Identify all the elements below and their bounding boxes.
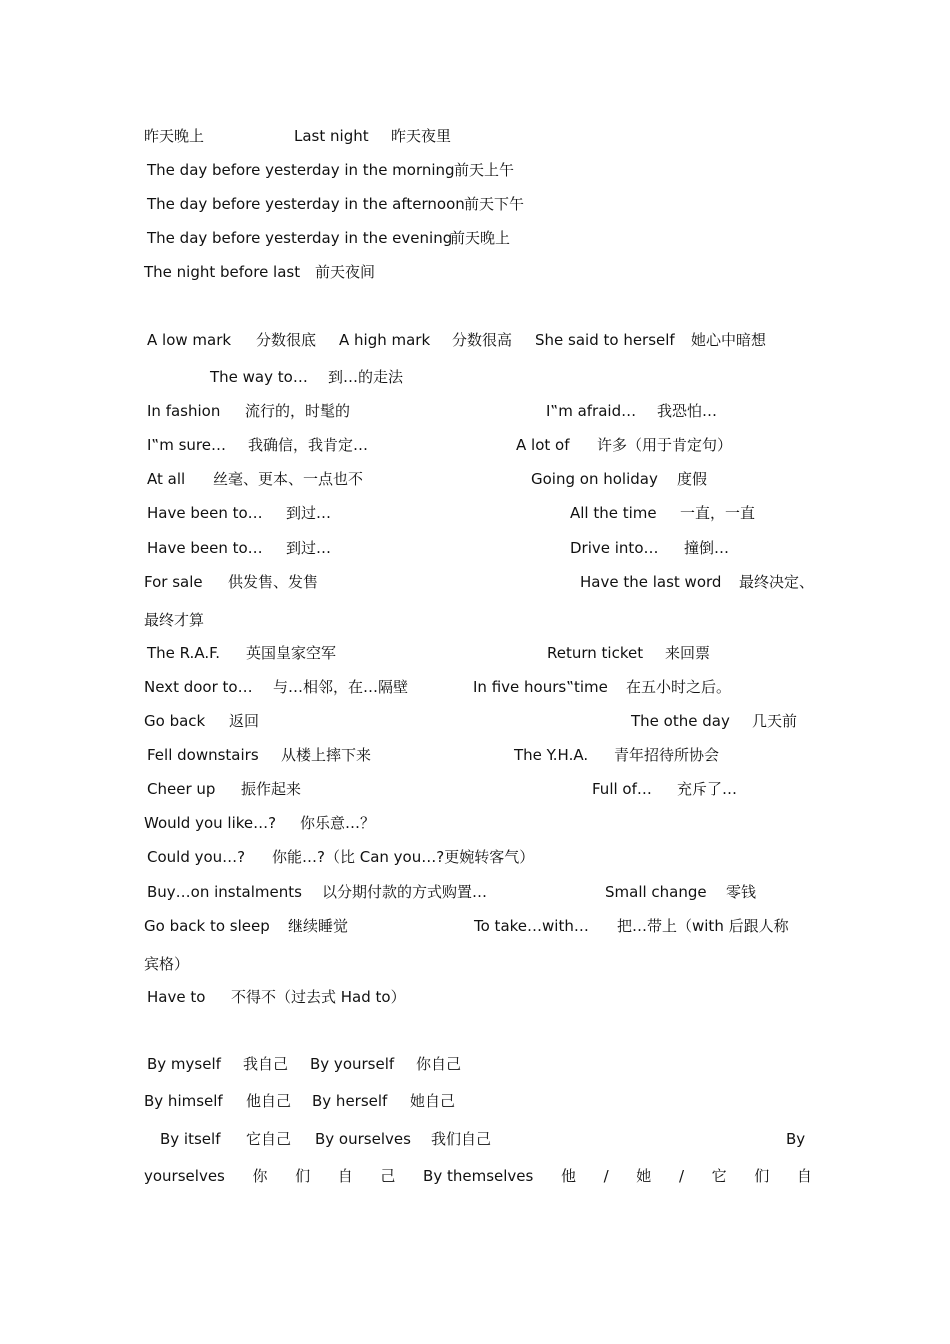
entry-text: She said to herself	[535, 331, 675, 349]
justified-line	[144, 1166, 812, 1186]
entry-text: The way to…	[210, 368, 308, 386]
entry-text: All the time	[570, 504, 657, 522]
entry-text: 们	[754, 1167, 770, 1185]
entry-text: By	[786, 1130, 806, 1148]
entry-text: The othe day	[631, 712, 730, 730]
entry-text: 许多（用于肯定句）	[597, 436, 733, 454]
entry-text: The R.A.F.	[147, 644, 221, 662]
entry-text: Going on holiday	[531, 470, 658, 488]
entry-text: 我自己	[243, 1055, 289, 1073]
entry-text: 前天夜间	[315, 263, 376, 281]
entry-text: 撞倒…	[684, 539, 730, 557]
entry-text: 宾格）	[144, 955, 190, 973]
entry-text: 你	[252, 1167, 268, 1185]
entry-text: By himself	[144, 1092, 223, 1110]
entry-text: By ourselves	[315, 1130, 411, 1148]
entry-text: Would you like…?	[144, 814, 277, 832]
entry-text: 分数很底	[256, 331, 317, 349]
entry-text: Last night	[294, 127, 369, 145]
entry-text: 丝毫、更本、一点也不	[213, 470, 364, 488]
entry-text: I‟m sure…	[147, 436, 226, 454]
entry-text: 零钱	[726, 883, 757, 901]
entry-text: 她自己	[410, 1092, 456, 1110]
entry-text: 继续睡觉	[288, 917, 349, 935]
entry-text: 流行的，时髦的	[245, 402, 351, 420]
entry-text: 振作起来	[241, 780, 302, 798]
entry-text: 从楼上摔下来	[281, 746, 372, 764]
entry-text: By herself	[312, 1092, 388, 1110]
entry-text: 一直，一直	[680, 504, 756, 522]
entry-text: /	[603, 1167, 609, 1185]
entry-text: Return ticket	[547, 644, 644, 662]
entry-text: 自	[337, 1167, 353, 1185]
entry-text: 我恐怕…	[657, 402, 718, 420]
entry-text: 把…带上（with 后跟人称	[617, 917, 789, 935]
entry-text: 不得不（过去式 Had to）	[231, 988, 406, 1006]
entry-text: The day before yesterday in the evening	[147, 229, 453, 247]
entry-text: By yourself	[310, 1055, 395, 1073]
entry-text: In fashion	[147, 402, 221, 420]
entry-text: By myself	[147, 1055, 221, 1073]
entry-text: 供发售、发售	[228, 573, 319, 591]
entry-text: 它自己	[246, 1130, 292, 1148]
entry-text: 青年招待所协会	[614, 746, 720, 764]
entry-text: 几天前	[752, 712, 798, 730]
entry-text: 以分期付款的方式购置…	[322, 883, 488, 901]
entry-text: Buy…on instalments	[147, 883, 302, 901]
entry-text: 与…相邻，在…隔壁	[273, 678, 409, 696]
entry-text: A lot of	[516, 436, 570, 454]
entry-text: The Y.H.A.	[514, 746, 589, 764]
entry-text: 在五小时之后。	[626, 678, 732, 696]
entry-text: 你能…?（比 Can you…?更婉转客气）	[272, 848, 535, 866]
entry-text: A high mark	[339, 331, 431, 349]
entry-text: 昨天夜里	[391, 127, 452, 145]
entry-text: Next door to…	[144, 678, 253, 696]
entry-text: 最终决定、	[739, 573, 815, 591]
entry-text: 充斥了…	[677, 780, 738, 798]
entry-text: 它	[711, 1167, 727, 1185]
entry-text: I‟m afraid…	[546, 402, 637, 420]
entry-text: 我确信，我肯定…	[248, 436, 369, 454]
entry-text: Go back	[144, 712, 206, 730]
entry-text: /	[678, 1167, 684, 1185]
entry-text: Fell downstairs	[147, 746, 259, 764]
entry-text: For sale	[144, 573, 203, 591]
entry-text: 他自己	[246, 1092, 292, 1110]
entry-text: 他	[560, 1167, 576, 1185]
entry-text: By itself	[160, 1130, 221, 1148]
entry-text: The night before last	[144, 263, 301, 281]
entry-text: 们	[295, 1167, 311, 1185]
entry-text: 我们自己	[431, 1130, 492, 1148]
entry-text: 你自己	[416, 1055, 462, 1073]
entry-text: 她心中暗想	[691, 331, 767, 349]
entry-text: Go back to sleep	[144, 917, 270, 935]
entry-text: The day before yesterday in the afternoon	[147, 195, 465, 213]
entry-text: To take…with…	[474, 917, 589, 935]
entry-text: 英国皇家空军	[246, 644, 337, 662]
entry-text: At all	[147, 470, 186, 488]
entry-text: 前天上午	[454, 161, 515, 179]
entry-text: Have been to…	[147, 539, 263, 557]
entry-text: Small change	[605, 883, 707, 901]
entry-text: Have been to…	[147, 504, 263, 522]
entry-text: 度假	[677, 470, 708, 488]
entry-text: 昨天晚上	[144, 127, 205, 145]
entry-text: 己	[380, 1167, 396, 1185]
entry-text: Cheer up	[147, 780, 216, 798]
entry-text: By themselves	[423, 1167, 534, 1185]
entry-text: 返回	[229, 712, 260, 730]
entry-text: 她	[636, 1167, 652, 1185]
entry-text: Have the last word	[580, 573, 722, 591]
entry-text: 前天晚上	[450, 229, 511, 247]
entry-text: Could you…?	[147, 848, 246, 866]
entry-text: A low mark	[147, 331, 232, 349]
entry-text: 前天下午	[464, 195, 525, 213]
entry-text: In five hours‟time	[473, 678, 608, 696]
entry-text: 你乐意…？	[300, 814, 376, 832]
entry-text: 最终才算	[144, 611, 205, 629]
entry-text: The day before yesterday in the morning	[147, 161, 455, 179]
entry-text: Drive into…	[570, 539, 659, 557]
entry-text: 到过…	[286, 504, 332, 522]
entry-text: Full of…	[592, 780, 652, 798]
entry-text: 自	[796, 1167, 812, 1185]
entry-text: 来回票	[665, 644, 711, 662]
entry-text: 到…的走法	[328, 368, 404, 386]
entry-text: 到过…	[286, 539, 332, 557]
entry-text: Have to	[147, 988, 206, 1006]
entry-text: yourselves	[144, 1167, 225, 1185]
entry-text: 分数很高	[452, 331, 513, 349]
